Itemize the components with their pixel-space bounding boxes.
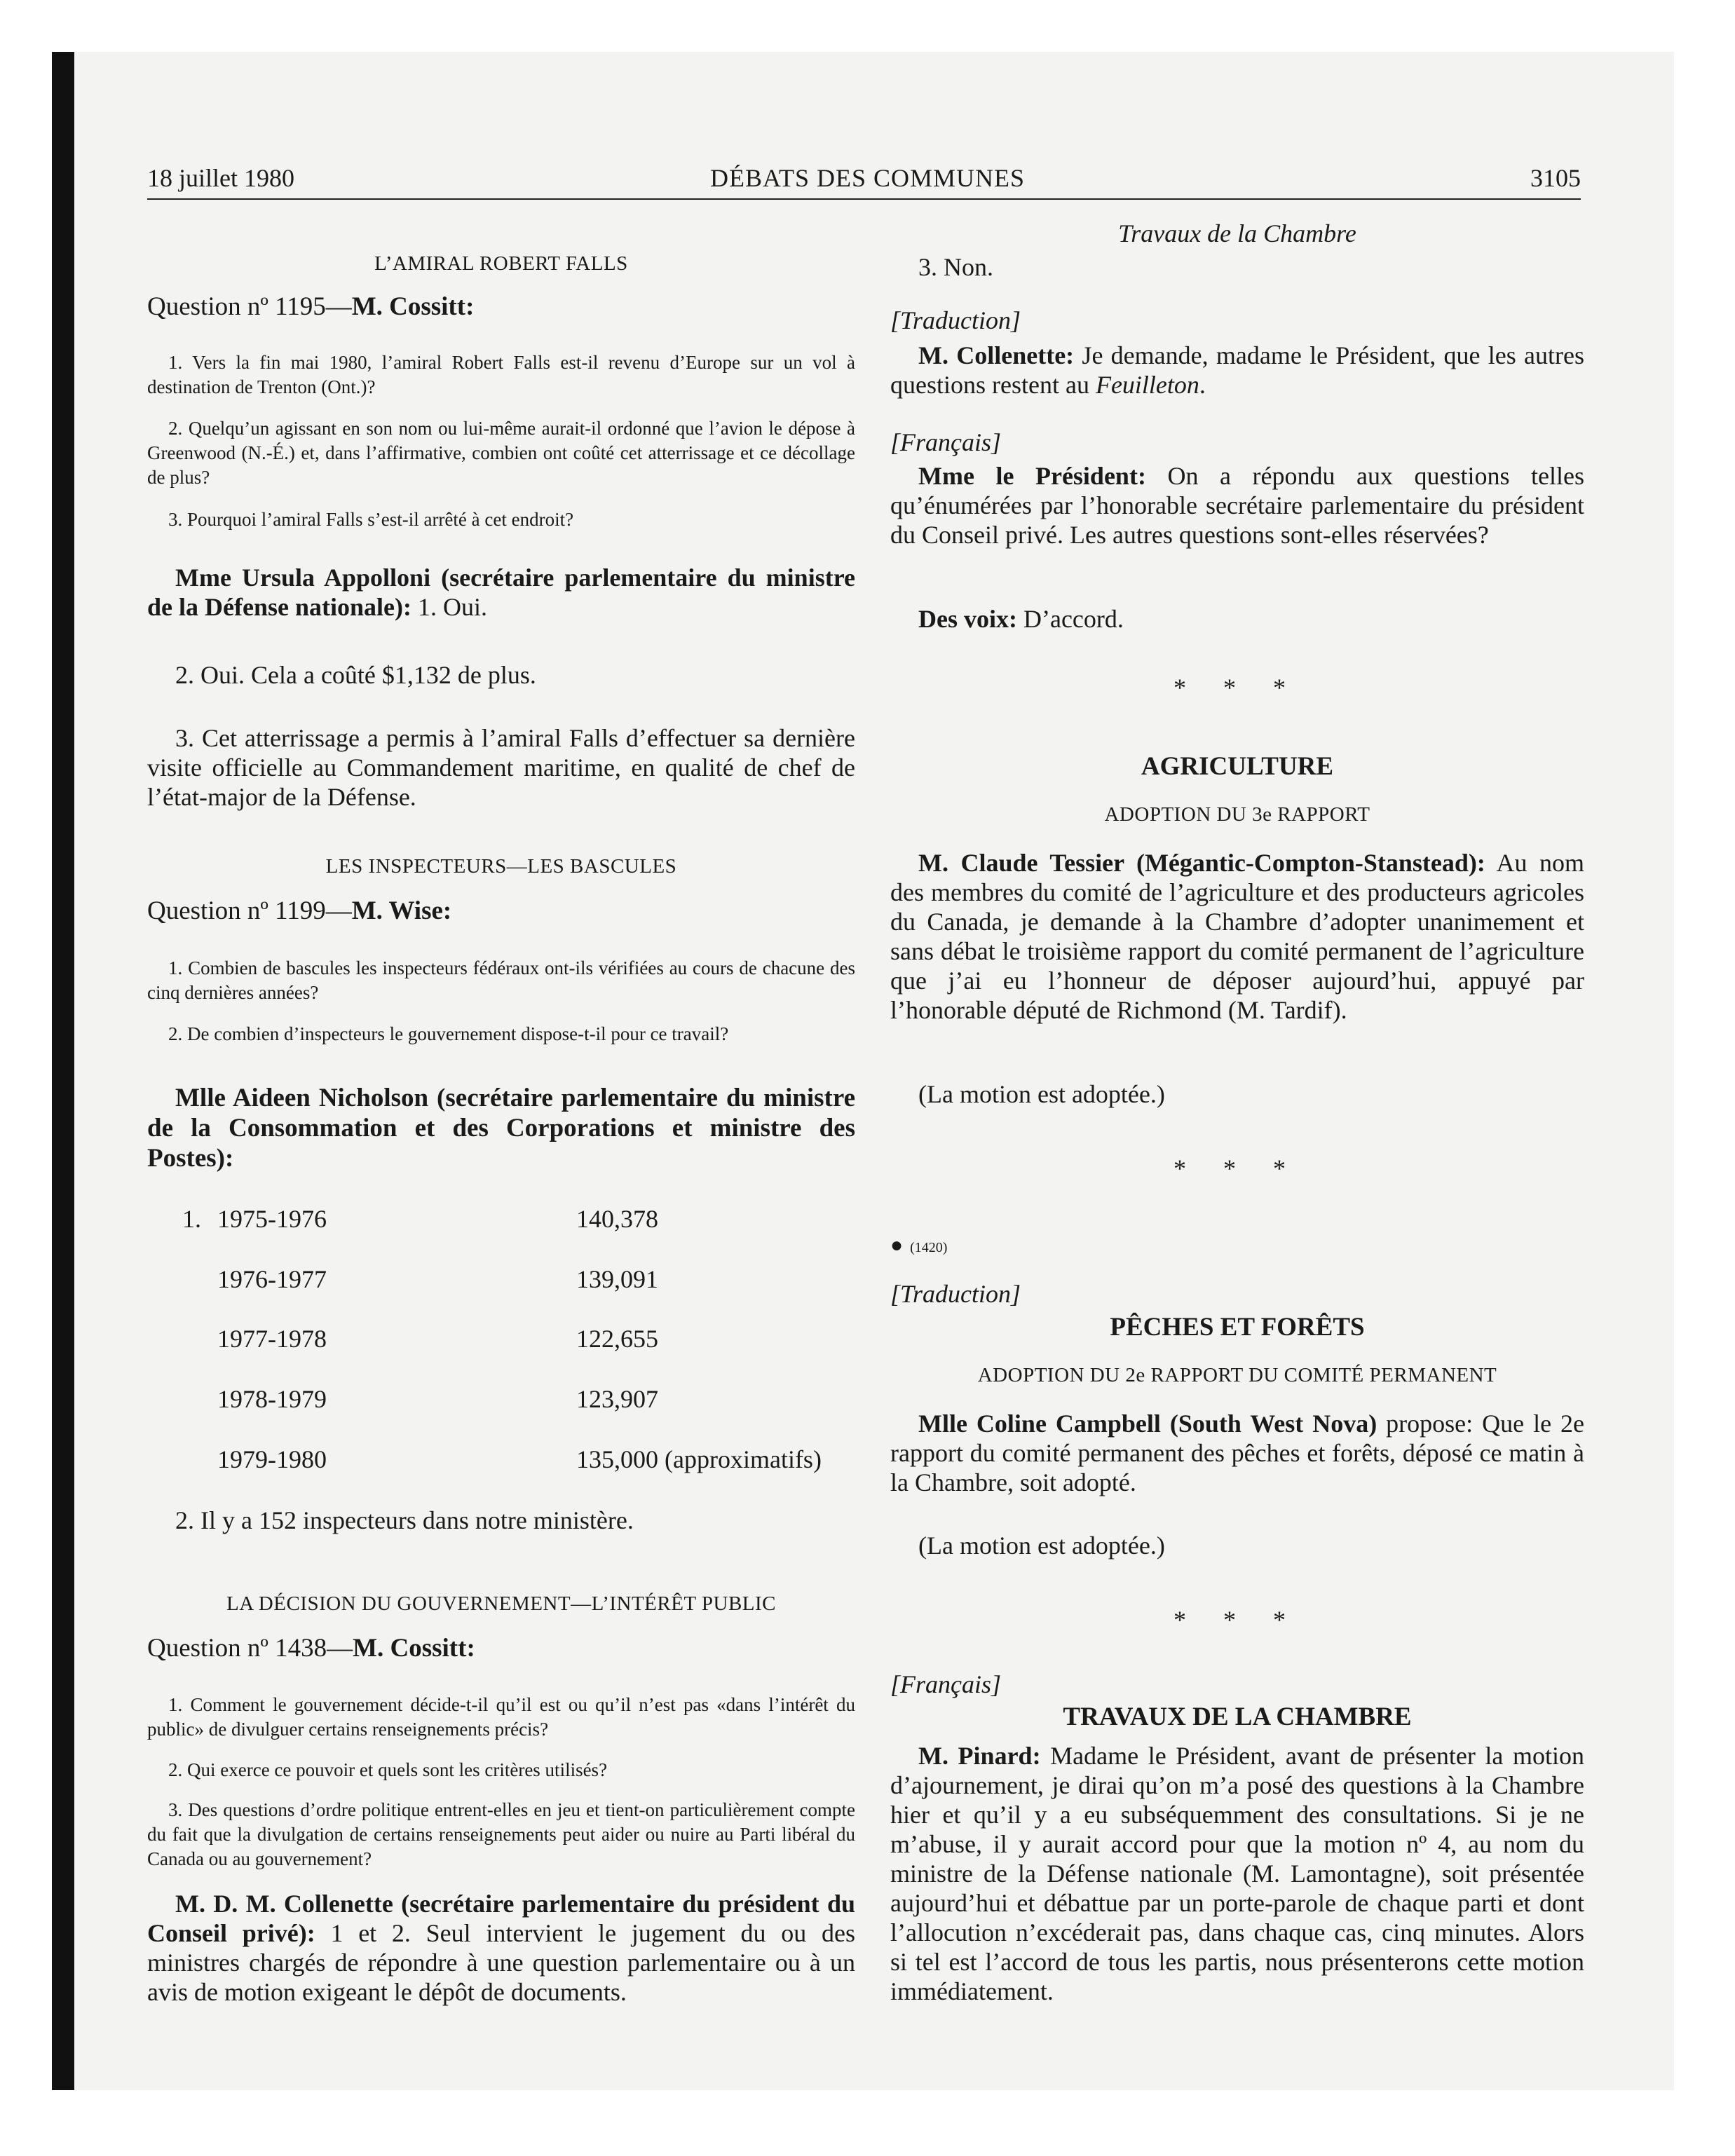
question-item: 2. Qui exerce ce pouvoir et quels sont les critères utilisés? [168,1759,608,1780]
answer-nicholson [147,1083,855,1173]
motion-adopted: (La motion est adoptée.) [918,1080,1165,1108]
heading-travaux: TRAVAUX DE LA CHAMBRE [1063,1703,1412,1731]
question-author: M. Wise: [351,896,452,925]
question-1195 [147,292,474,322]
language-tag: [Français] [890,428,1002,456]
speaker-name: M. Claude Tessier (Mégantic-Compton-Stanstead): [918,849,1485,877]
time-marker: ● (1420) [890,1234,948,1257]
language-tag: [Français] [890,1670,1002,1698]
answer-collenette: M. D. M. Collenette (secrétaire parlementaire du président du Conseil privé): 1 et 2. Seul intervient le jugement du ou des ministres chargés de répondre à une question parlementaire ou à un avis de motion exigeant le dépôt de documents. [147,1890,856,2006]
section-separator: * * * [1173,1154,1301,1182]
speech-campbell: Mlle Coline Campbell (South West Nova) propose: Que le 2e rapport du comité permanent des pêches et forêts, déposé ce matin à la Chambre, soit adopté. [890,1410,1584,1496]
section-separator: * * * [1173,674,1301,702]
time-stamp: (1420) [910,1240,948,1255]
question-number: Question nº 1195— [147,292,352,321]
section-title-decision: LA DÉCISION DU GOUVERNEMENT—L’INTÉRÊT PUBLIC [226,1592,777,1615]
question-1199 [147,896,451,926]
heading-agriculture: AGRICULTURE [1141,752,1334,781]
language-tag: [Traduction] [890,1280,1021,1308]
question-item: 1. Vers la fin mai 1980, l’amiral Robert Falls est-il revenu d’Europe sur un vol à destination de Trenton (Ont.)? [147,352,855,397]
section-title-falls: L’AMIRAL ROBERT FALLS [374,252,628,275]
answer-paragraph: 3. Cet atterrissage a permis à l’amiral Falls d’effectuer sa dernière visite officielle au Commandement maritime, en qualité de chef de l’état-major de la Défense. [147,724,855,811]
question-author: M. Cossitt: [353,1634,475,1663]
speech-pinard: M. Pinard: Madame le Président, avant de présenter la motion d’ajournement, je dirai qu’on m’a posé des questions à la Chambre hier et qu’il y a eu subséquemment des consultations. Si je ne m’abuse, il y aurait accord pour que la motion nº 4, au nom du ministre de la Défense nationale (M. Lamontagne), soit présentée aujourd’hui et débattue par un porte-parole de chaque parti et dont l’allocution n’excéderait pas, dans chaque cas, cinq minutes. Alors si tel est l’accord de tous les partis, nous présenterons cette motion immédiatement. [890,1742,1585,2005]
speech-collenette: M. Collenette: Je demande, madame le Président, que les autres questions restent au Feuilleton. [890,341,1584,399]
header-page-number: 3105 [1530,164,1581,192]
speaker-name: M. Collenette: [918,341,1075,369]
speech-tessier: M. Claude Tessier (Mégantic-Compton-Stanstead): Au nom des membres du comité de l’agriculture et des producteurs agricoles du Canada, je demande à la Chambre d’adopter unanimement et sans débat le troisième rapport du comité permanent de l’agriculture que j’ai eu l’honneur de déposer aujourd’hui, appuyé par l’honorable député de Richmond (M. Tardif). [890,849,1584,1024]
answer-paragraph: 3. Non. [918,253,993,281]
question-item: 2. Quelqu’un agissant en son nom ou lui-même aurait-il ordonné que l’avion le dépose à Greenwood (N.-É.) et, dans l’affirmative, combien ont coûté cet atterrissage et ce décollage de plus? [147,418,855,488]
answer-appolloni: Mme Ursula Appolloni (secrétaire parlementaire du ministre de la Défense nationale): 1. Oui. [147,564,855,621]
speaker-name: Mlle Coline Campbell (South West Nova) [918,1410,1377,1438]
question-number: Question nº 1438— [147,1634,353,1663]
speaker-name: Mlle Aideen Nicholson (secrétaire parlementaire du ministre de la Consommation et des Corporations et ministre des Postes): [147,1084,855,1173]
speech-voices: Des voix: D’accord. [918,605,1124,633]
answer-paragraph: 2. Oui. Cela a coûté $1,132 de plus. [175,661,536,689]
question-1438 [147,1633,475,1663]
question-item: 3. Pourquoi l’amiral Falls s’est-il arrêté à cet endroit? [168,509,574,530]
subheading-agriculture: ADOPTION DU 3e RAPPORT [1104,803,1370,826]
speaker-name: Mme Ursula Appolloni (secrétaire parlementaire du ministre de la Défense nationale): [147,564,855,621]
header-date: 18 juillet 1980 [147,164,294,192]
speaker-name: Mme le Président: [918,462,1146,490]
section-separator: * * * [1173,1606,1301,1634]
speaker-name: Des voix: [918,605,1017,633]
scan-edge-shadow [52,52,74,2090]
question-number: Question nº 1199— [147,896,352,925]
header-title: DÉBATS DES COMMUNES [709,164,1026,192]
section-title-inspecteurs: LES INSPECTEURS—LES BASCULES [325,855,677,878]
question-item: 3. Des questions d’ordre politique entrent-elles en jeu et tient-on particulièrement compte du fait que la divulgation de certains renseignements peut aider ou nuire au Parti libéral du Canada ou au gouvernement? [147,1799,855,1869]
speaker-name: M. D. M. Collenette (secrétaire parlementaire du président du Conseil privé): [147,1890,855,1947]
question-item: 1. Comment le gouvernement décide-t-il qu’il est ou qu’il n’est pas «dans l’intérêt du public» de divulguer certains renseignements précis? [147,1694,855,1740]
question-item: 1. Combien de bascules les inspecteurs fédéraux ont-ils vérifiées au cours de chacune des cinq dernières années? [147,957,855,1003]
running-head: Travaux de la Chambre [1118,219,1356,247]
subheading-peches: ADOPTION DU 2e RAPPORT DU COMITÉ PERMANENT [977,1364,1497,1386]
question-item: 2. De combien d’inspecteurs le gouvernement dispose-t-il pour ce travail? [168,1023,729,1044]
question-author: M. Cossitt: [351,292,475,321]
speaker-name: M. Pinard: [918,1742,1041,1770]
header-rule [147,198,1581,200]
heading-peches: PÊCHES ET FORÊTS [1110,1313,1365,1342]
language-tag: [Traduction] [890,306,1021,334]
motion-adopted: (La motion est adoptée.) [918,1531,1165,1560]
speech-president: Mme le Président: On a répondu aux questions telles qu’énumérées par l’honorable secrétaire parlementaire du président du Conseil privé. Les autres questions sont-elles réservées? [890,462,1584,549]
answer-paragraph: 2. Il y a 152 inspecteurs dans notre ministère. [175,1506,634,1534]
